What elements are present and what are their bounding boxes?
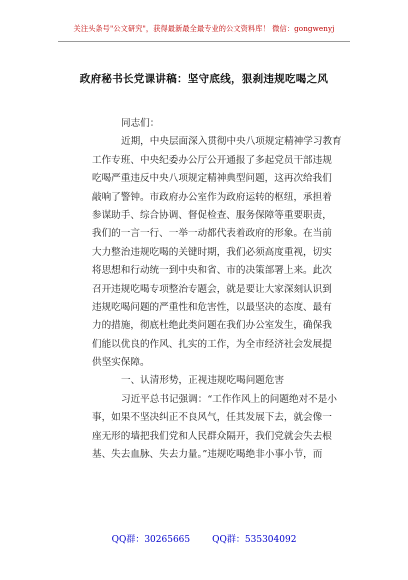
paragraph-line: 大力整治违规吃喝的关键时期，我们必须高度重视，切实 — [92, 246, 332, 258]
document-body — [92, 115, 342, 464]
document-title: 政府秘书长党课讲稿：坚守底线，狠刹违规吃喝之风 — [79, 73, 329, 85]
paragraph-line: 供坚实保障。 — [92, 357, 150, 369]
qq-group-1: QQ群：30265665 — [111, 535, 191, 545]
paragraph-line: 近期，中央层面深入贯彻中央八项规定精神学习教育 — [121, 136, 342, 148]
greeting-line: 同志们： — [121, 118, 160, 129]
paragraph-line: 们能以优良的作风、扎实的工作，为全市经济社会发展提 — [92, 338, 332, 350]
paragraph-line: 将思想和行动统一到中央和省、市的决策部署上来。此次 — [92, 265, 332, 277]
paragraph-line: 敲响了警钟。市政府办公室作为政府运转的枢纽，承担着 — [92, 191, 332, 203]
paragraph-line: 基、失去血脉、失去力量。”违规吃喝绝非小事小节，而 — [92, 449, 323, 461]
header-banner: 关注头条号"公文研究"，获得最新最全最专业的公文资料库！ 微信：gongwenyj — [73, 24, 335, 33]
paragraph-line: 工作专班、中央纪委办公厅公开通报了多起党员干部违规 — [92, 154, 332, 166]
paragraph-line: 座无形的墙把我们党和人民群众隔开，我们党就会失去根 — [92, 430, 332, 442]
paragraph-line: 我们的一言一行、一举一动都代表着政府的形象。在当前 — [92, 228, 332, 240]
qq-group-2: QQ群：535304092 — [212, 535, 297, 545]
paragraph-line: 力的措施，彻底杜绝此类问题在我们办公室发生，确保我 — [92, 320, 332, 332]
paragraph-line: 召开违规吃喝专项整治专题会，就是要让大家深刻认识到 — [92, 283, 332, 295]
paragraph-line: 习近平总书记强调：“工作作风上的问题绝对不是小 — [121, 393, 337, 405]
paragraph-line: 事，如果不坚决纠正不良风气，任其发展下去，就会像一 — [92, 412, 332, 424]
section-heading: 一、认清形势，正视违规吃喝问题危害 — [121, 375, 285, 387]
footer-qq-groups — [0, 532, 408, 545]
paragraph-line: 吃喝严重违反中央八项规定精神典型问题，这再次给我们 — [92, 173, 332, 185]
paragraph-line: 参谋助手、综合协调、督促检查、服务保障等重要职责， — [92, 209, 332, 221]
paragraph-line: 违规吃喝问题的严重性和危害性，以最坚决的态度、最有 — [92, 301, 332, 313]
header-divider — [58, 41, 350, 42]
